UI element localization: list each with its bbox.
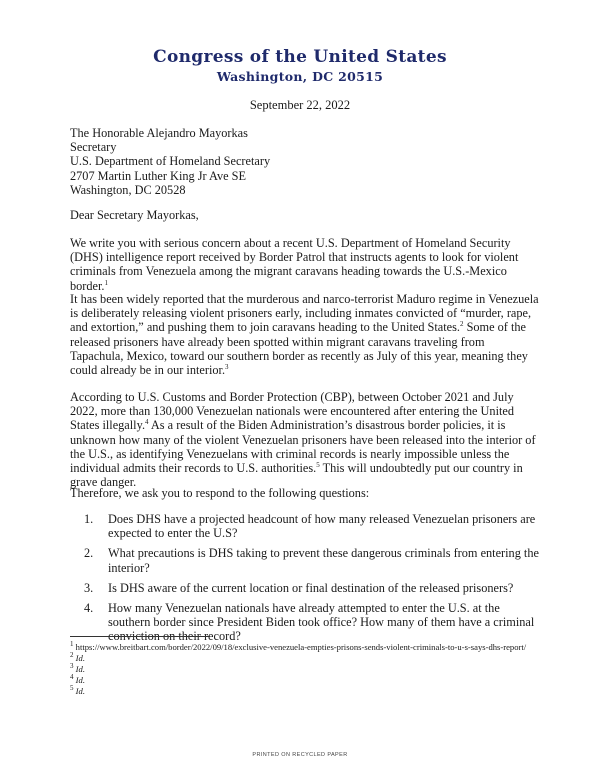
paragraph-1	[70, 236, 540, 293]
paragraph-3-part-a: According to U.S. Customs and Border Protection (CBP), between October 2021 and July 2022, more than 130,000 Venezuelan nationals were encountered after entering the United States illegally.	[70, 390, 515, 433]
letterhead-title: Congress of the United States	[153, 47, 447, 67]
letterhead-city: Washington, DC 20515	[216, 69, 384, 84]
footnote-ref-3: 3	[225, 362, 229, 371]
question-text: What precautions is DHS taking to prevent these dangerous criminals from entering the interior?	[108, 546, 539, 575]
question-item	[70, 546, 540, 574]
question-number: 3.	[84, 580, 94, 595]
footnote-text: Id.	[75, 653, 85, 663]
letter-date: September 22, 2022	[249, 98, 351, 112]
footnote-ref-1: 1	[104, 278, 108, 287]
question-number: 2.	[84, 546, 94, 561]
footnote-2	[70, 653, 540, 664]
recipient-address	[70, 126, 540, 197]
footnote-5	[70, 686, 540, 697]
footnotes	[70, 642, 540, 697]
recipient-title: Secretary	[70, 140, 117, 155]
question-text: How many Venezuelan nationals have already attempted to enter the U.S. at the southern border since President Biden took office? How many of them have a criminal conviction on their record?	[108, 601, 535, 644]
paragraph-1-text: We write you with serious concern about a recent U.S. Department of Homeland Security (DHS) intelligence report received by Border Patrol that instructs agents to look for violent criminals from Venezuela among the migrant caravans heading towards the U.S.-Mexico border.	[70, 236, 519, 293]
paragraph-3-part-b: As a result of the Biden Administration’s disastrous border policies, it is unknown how many of the violent Venezuelan prisoners have been released into the interior of the U.S., as identifying Venezuelans with criminal records is nearly impossible unless the individual admits their records to U.S. authorities.	[70, 418, 536, 476]
footnote-number: 2	[70, 651, 74, 660]
question-text: Does DHS have a projected headcount of how many released Venezuelan prisoners are expected to enter the U.S?	[108, 512, 536, 541]
footnote-ref-4: 4	[145, 418, 149, 427]
question-number: 1.	[84, 512, 94, 526]
footnote-text: Id.	[75, 664, 85, 674]
footnote-text: Id.	[75, 686, 85, 696]
questions-list	[70, 512, 540, 650]
recipient-name: The Honorable Alejandro Mayorkas	[70, 126, 248, 140]
paragraph-2-part-a: It has been widely reported that the murderous and narco-terrorist Maduro regime in Venezuela is deliberately releasing violent prisoners early, including inmates convicted of “murder, rape, and extortion,” and pushing them to join caravans heading to the United States.	[70, 292, 539, 335]
printed-on-recycled-paper: PRINTED ON RECYCLED PAPER	[252, 752, 348, 758]
paragraph-3	[70, 390, 540, 489]
recipient-department: U.S. Department of Homeland Secretary	[70, 154, 271, 169]
question-item	[70, 581, 540, 595]
paragraph-3-part-c: This will undoubtedly put our country in grave danger.	[70, 461, 523, 490]
footnote-number: 5	[70, 684, 74, 693]
question-text: Is DHS aware of the current location or final destination of the released prisoners?	[108, 580, 514, 595]
footnote-1	[70, 642, 540, 653]
salutation: Dear Secretary Mayorkas,	[70, 208, 199, 222]
footnote-number: 3	[70, 662, 74, 671]
question-item	[70, 512, 540, 540]
paragraph-4: Therefore, we ask you to respond to the following questions:	[70, 486, 370, 500]
footnote-number: 1	[70, 640, 74, 649]
footnote-divider	[70, 636, 210, 637]
recipient-street: 2707 Martin Luther King Jr Ave SE	[70, 168, 247, 183]
footnote-3	[70, 664, 540, 675]
paragraph-2	[70, 292, 540, 377]
question-number: 4.	[84, 601, 94, 616]
footnote-number: 4	[70, 673, 74, 682]
footnote-text: Id.	[75, 675, 85, 685]
footnote-4	[70, 675, 540, 686]
footnote-ref-2: 2	[460, 320, 464, 329]
paragraph-2-part-b: Some of the released prisoners have already been spotted within migrant caravans traveling from Tapachula, Mexico, toward our southern border as recently as July of this year, meaning they could already be in our interior.	[70, 320, 528, 378]
question-item	[70, 601, 540, 644]
footnote-link[interactable]: https://www.breitbart.com/border/2022/09/18/exclusive-venezuela-empties-prisons-sends-violent-criminals-to-u-s-says-dhs-report/	[75, 642, 527, 652]
recipient-city: Washington, DC 20528	[70, 182, 186, 197]
footnote-ref-5: 5	[316, 460, 320, 469]
